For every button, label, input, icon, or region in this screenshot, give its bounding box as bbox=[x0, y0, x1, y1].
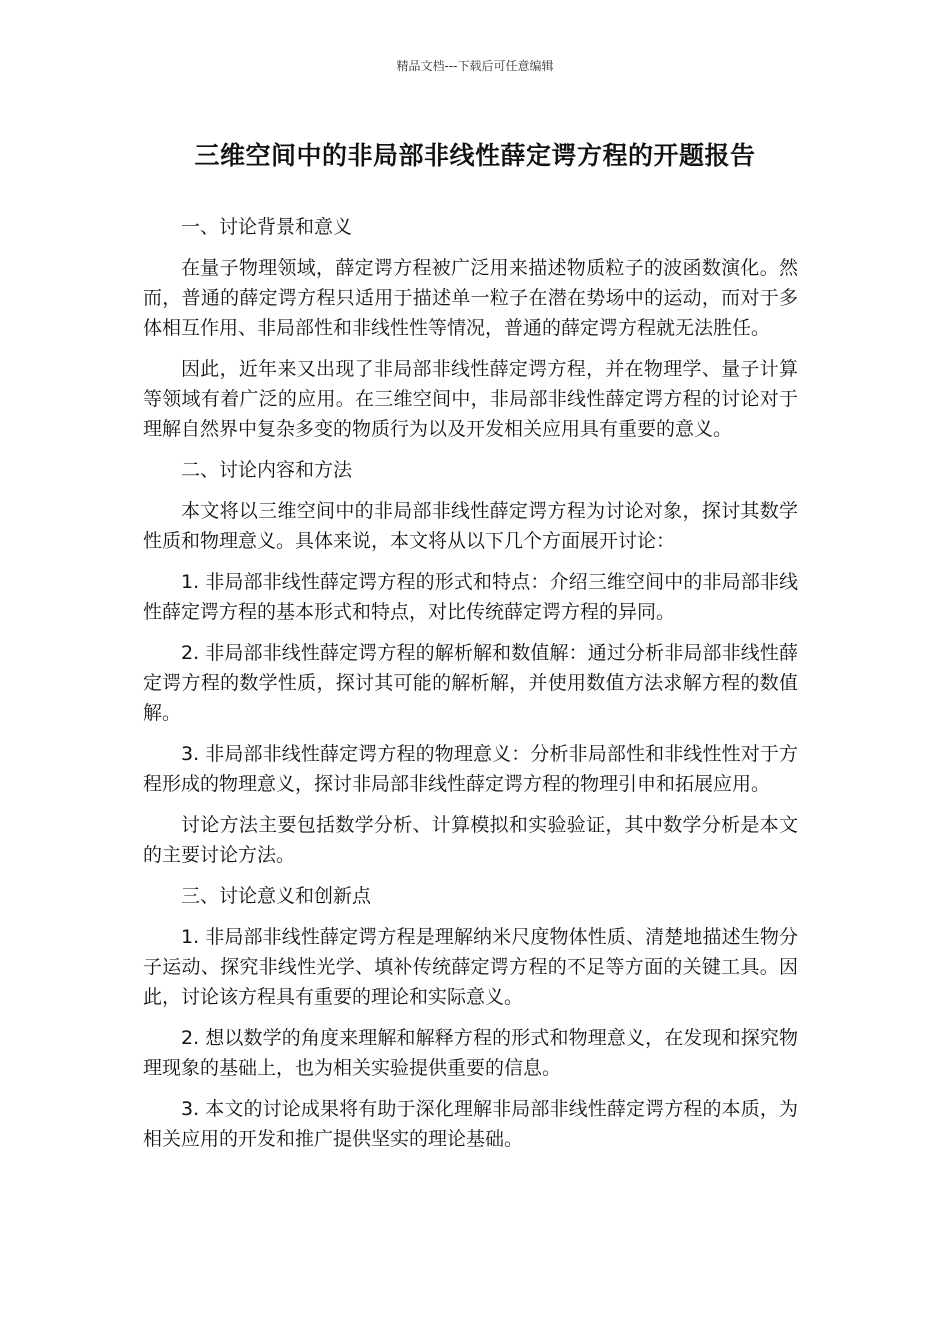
section-background bbox=[143, 212, 798, 444]
body-paragraph: 在量子物理领域，薛定谔方程被广泛用来描述物质粒子的波函数演化。然而，普通的薛定谔方程只适用于描述单一粒子在潜在势场中的运动，而对于多体相互作用、非局部性和非线性性等情况，普通的薛定谔方程就无法胜任。 bbox=[143, 257, 798, 339]
list-item: 3. 本文的讨论成果将有助于深化理解非局部非线性薛定谔方程的本质，为相关应用的开发和推广提供坚实的理论基础。 bbox=[143, 1098, 798, 1150]
document-body bbox=[143, 212, 798, 1165]
section-content-methods bbox=[143, 455, 798, 870]
section-heading: 三、讨论意义和创新点 bbox=[181, 885, 372, 907]
document-title: 三维空间中的非局部非线性薛定谔方程的开题报告 bbox=[194, 141, 756, 170]
section-heading: 二、讨论内容和方法 bbox=[181, 459, 353, 481]
list-item: 1. 非局部非线性薛定谔方程是理解纳米尺度物体性质、清楚地描述生物分子运动、探究非线性光学、填补传统薛定谔方程的不足等方面的关键工具。因此，讨论该方程具有重要的理论和实际意义。 bbox=[143, 926, 798, 1008]
section-heading: 一、讨论背景和意义 bbox=[181, 216, 353, 238]
body-paragraph: 因此，近年来又出现了非局部非线性薛定谔方程，并在物理学、量子计算等领域有着广泛的应用。在三维空间中，非局部非线性薛定谔方程的讨论对于理解自然界中复杂多变的物质行为以及开发相关应用具有重要的意义。 bbox=[143, 358, 798, 440]
body-paragraph: 本文将以三维空间中的非局部非线性薛定谔方程为讨论对象，探讨其数学性质和物理意义。具体来说，本文将从以下几个方面展开讨论： bbox=[143, 500, 798, 552]
body-paragraph: 讨论方法主要包括数学分析、计算模拟和实验验证，其中数学分析是本文的主要讨论方法。 bbox=[143, 814, 798, 866]
page-header: 精品文档---下载后可任意编辑 bbox=[396, 59, 554, 73]
list-item: 2. 想以数学的角度来理解和解释方程的形式和物理意义，在发现和探究物理现象的基础上，也为相关实验提供重要的信息。 bbox=[143, 1027, 798, 1079]
list-item: 3. 非局部非线性薛定谔方程的物理意义：分析非局部性和非线性性对于方程形成的物理意义，探讨非局部非线性薛定谔方程的物理引申和拓展应用。 bbox=[143, 743, 798, 795]
list-item: 1. 非局部非线性薛定谔方程的形式和特点：介绍三维空间中的非局部非线性薛定谔方程的基本形式和特点，对比传统薛定谔方程的异同。 bbox=[143, 571, 798, 623]
list-item: 2. 非局部非线性薛定谔方程的解析解和数值解：通过分析非局部非线性薛定谔方程的数学性质，探讨其可能的解析解，并使用数值方法求解方程的数值解。 bbox=[143, 642, 798, 724]
section-significance bbox=[143, 881, 798, 1154]
